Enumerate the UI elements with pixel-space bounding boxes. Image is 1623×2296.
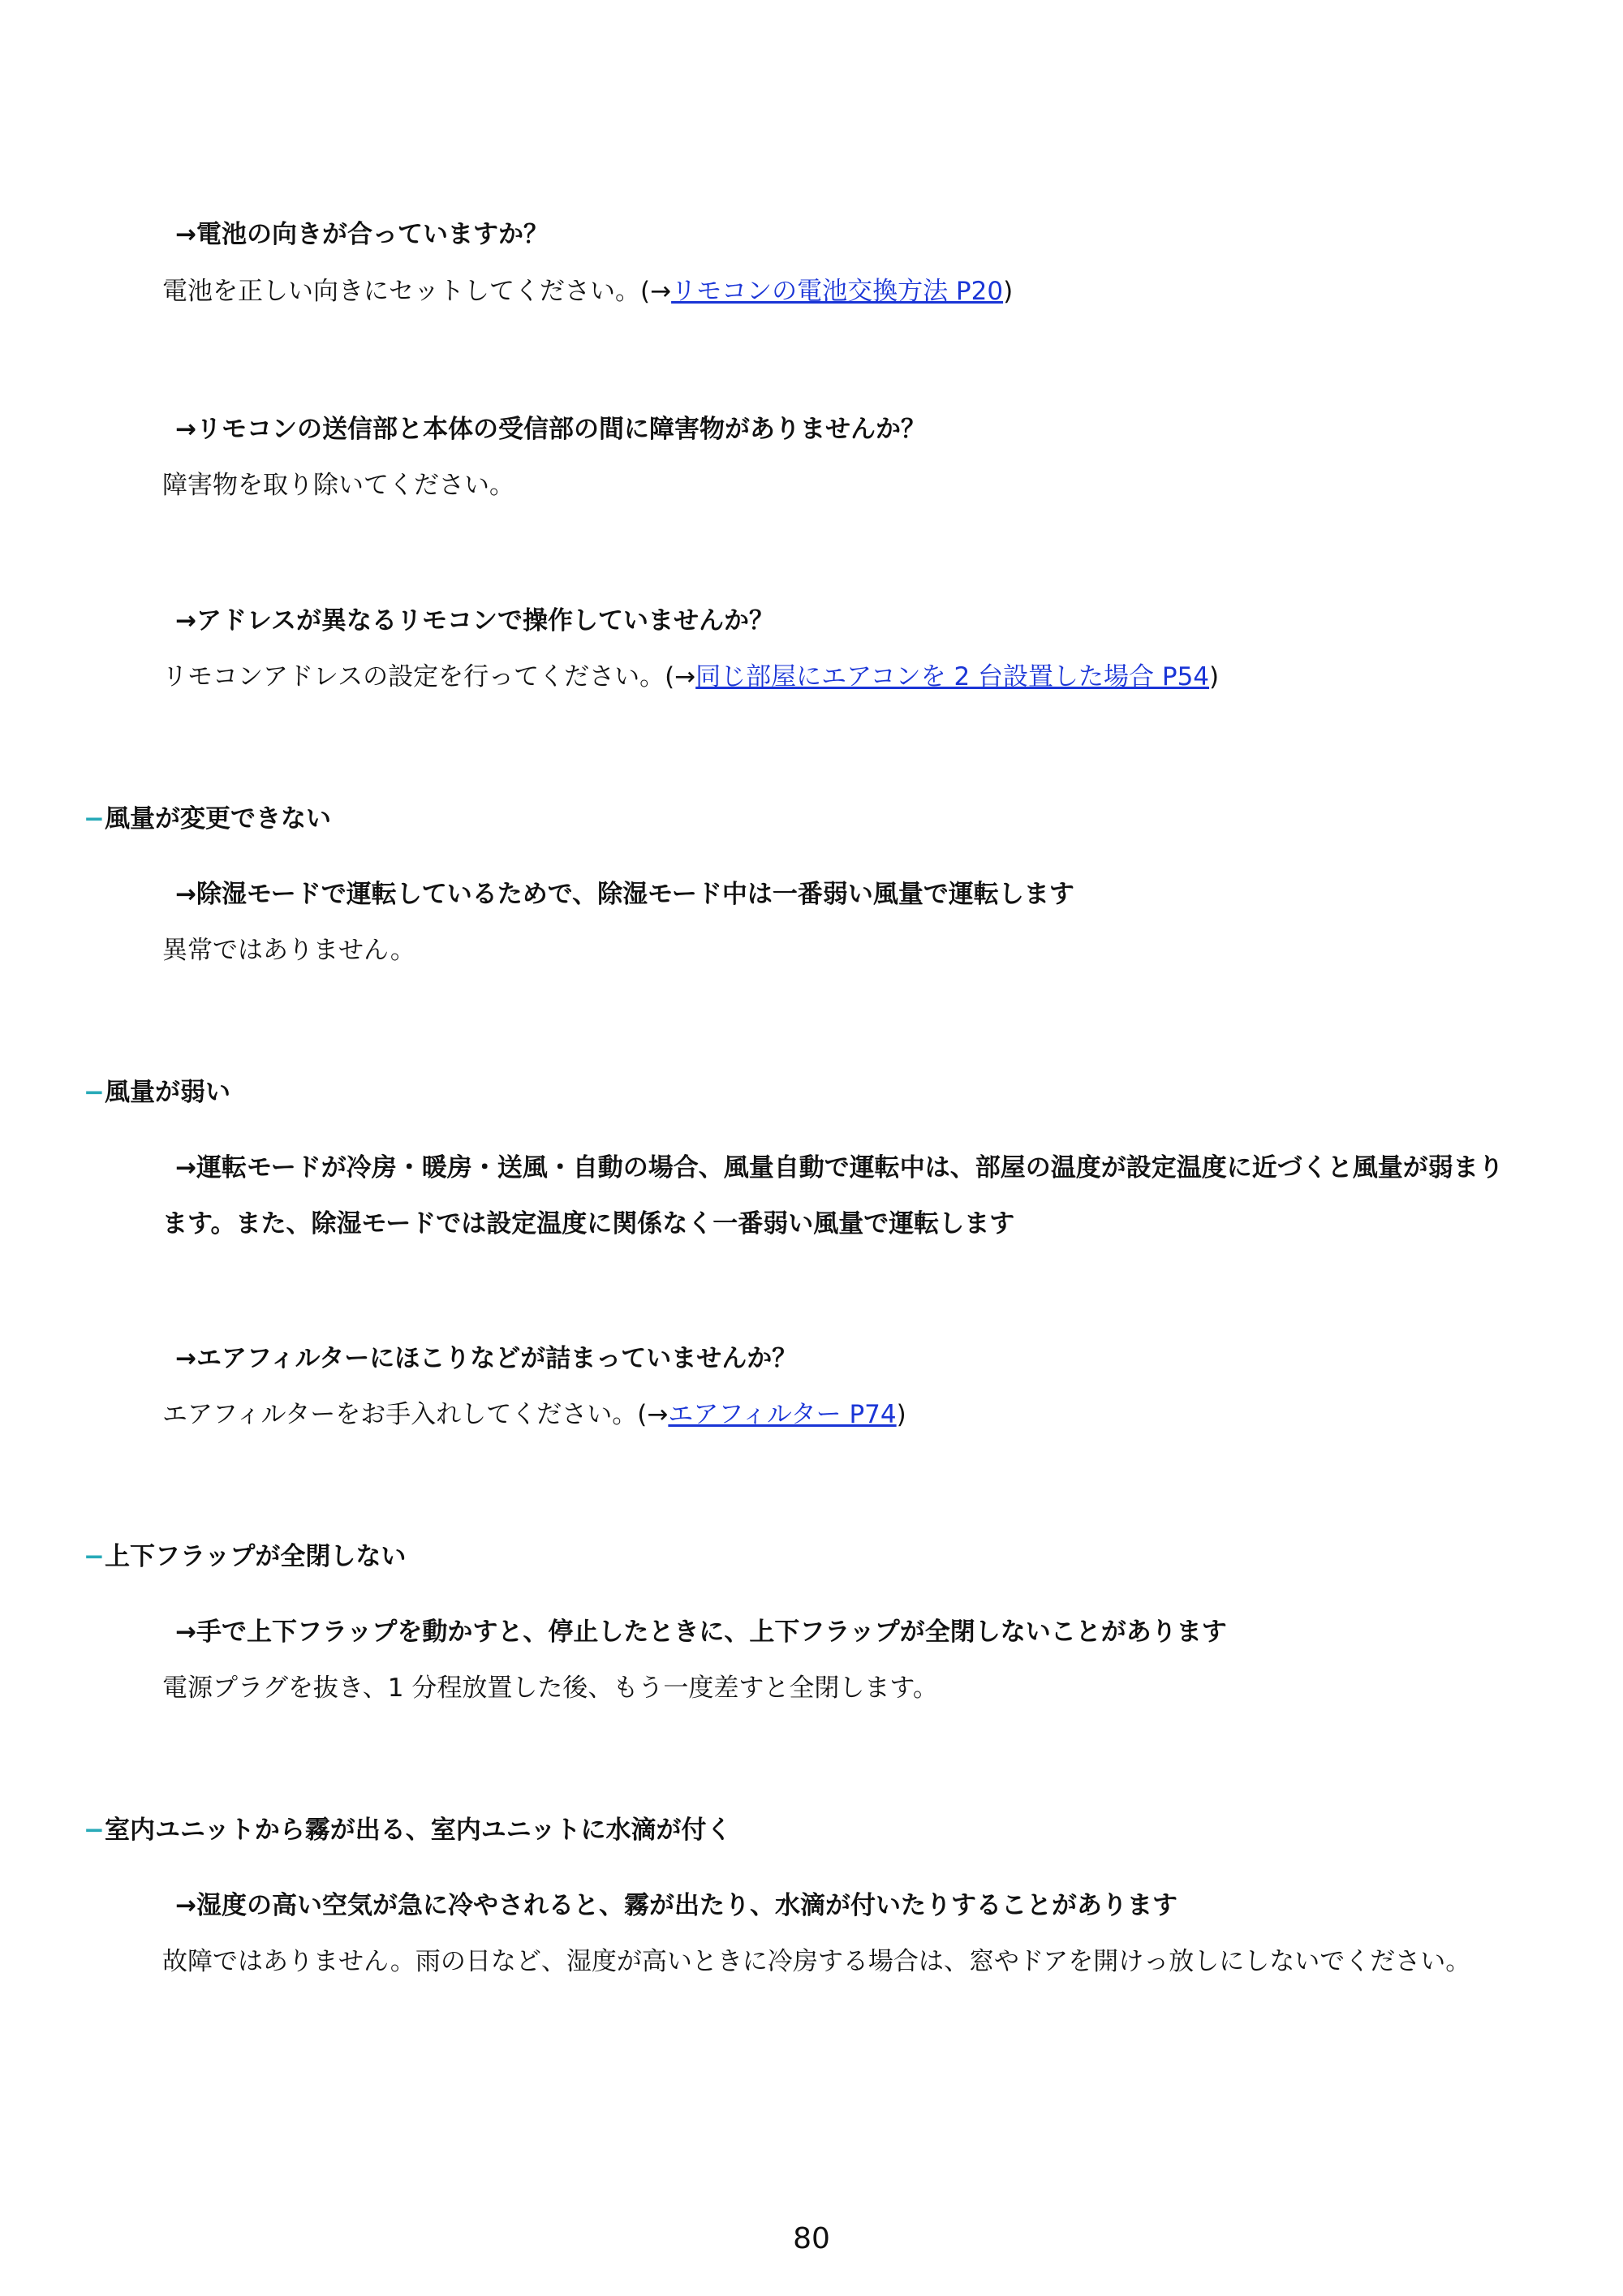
answer-text: リモコンアドレスの設定を行ってください。(→ <box>162 662 696 691</box>
heading-dash: − <box>84 1542 105 1571</box>
question-flap-manual: →手で上下フラップを動かすと、停止したときに、上下フラップが全閉しないことがあります <box>175 1618 1227 1647</box>
answer-dry-mode: 異常ではありません。 <box>162 936 415 965</box>
answer-filter-dust <box>162 1394 906 1430</box>
heading-flap-not-closing <box>84 1536 406 1572</box>
answer-text: エアフィルターをお手入れしてください。(→ <box>162 1400 669 1429</box>
heading-text: 風量が変更できない <box>104 804 331 834</box>
link-remote-battery-replacement[interactable]: リモコンの電池交換方法 P20 <box>671 277 1004 306</box>
link-two-units-same-room[interactable]: 同じ部屋にエアコンを 2 台設置した場合 P54 <box>695 662 1210 691</box>
heading-text: 上下フラップが全閉しない <box>104 1542 407 1571</box>
answer-flap-manual: 電源プラグを抜き、1 分程放置した後、もう一度差すと全閉します。 <box>162 1674 938 1703</box>
heading-text: 風量が弱い <box>104 1078 230 1107</box>
question-auto-fan-continued: ます。また、除湿モードでは設定温度に関係なく一番弱い風量で運転します <box>162 1209 1015 1238</box>
question-obstacle: →リモコンの送信部と本体の受信部の間に障害物がありませんか？ <box>175 415 926 444</box>
answer-battery-direction <box>162 270 1013 307</box>
heading-airflow-unchangeable <box>84 798 331 834</box>
answer-text-close: ) <box>1209 662 1220 691</box>
heading-fog-water-drops <box>84 1809 732 1846</box>
heading-dash: − <box>84 804 105 834</box>
question-humid-air: →湿度の高い空気が急に冷やされると、霧が出たり、水滴が付いたりすることがあります <box>175 1891 1177 1920</box>
heading-dash: − <box>84 1078 105 1107</box>
link-air-filter[interactable]: エアフィルター P74 <box>668 1400 897 1429</box>
heading-dash: − <box>84 1816 105 1845</box>
question-battery-direction: →電池の向きが合っていますか？ <box>175 220 549 249</box>
answer-address <box>162 656 1219 692</box>
heading-text: 室内ユニットから霧が出る、室内ユニットに水滴が付く <box>104 1816 732 1845</box>
question-auto-fan: →運転モードが冷房・暖房・送風・自動の場合、風量自動で運転中は、部屋の温度が設定温度に近づくと風量が弱まり <box>175 1153 1504 1182</box>
answer-obstacle: 障害物を取り除いてください。 <box>162 471 514 500</box>
answer-text: 電池を正しい向きにセットしてください。(→ <box>162 277 672 306</box>
answer-humid-air: 故障ではありません。雨の日など、湿度が高いときに冷房する場合は、窓やドアを開けっ放しにしないでください。 <box>162 1947 1471 1976</box>
answer-text-close: ) <box>1003 277 1014 306</box>
heading-airflow-weak <box>84 1071 230 1108</box>
question-address: →アドレスが異なるリモコンで操作していませんか？ <box>175 606 775 635</box>
question-dry-mode: →除湿モードで運転しているためで、除湿モード中は一番弱い風量で運転します <box>175 880 1074 909</box>
answer-text-close: ) <box>896 1400 906 1429</box>
question-filter-dust: →エアフィルターにほこりなどが詰まっていませんか？ <box>175 1344 798 1373</box>
page-number: 80 <box>793 2222 830 2255</box>
